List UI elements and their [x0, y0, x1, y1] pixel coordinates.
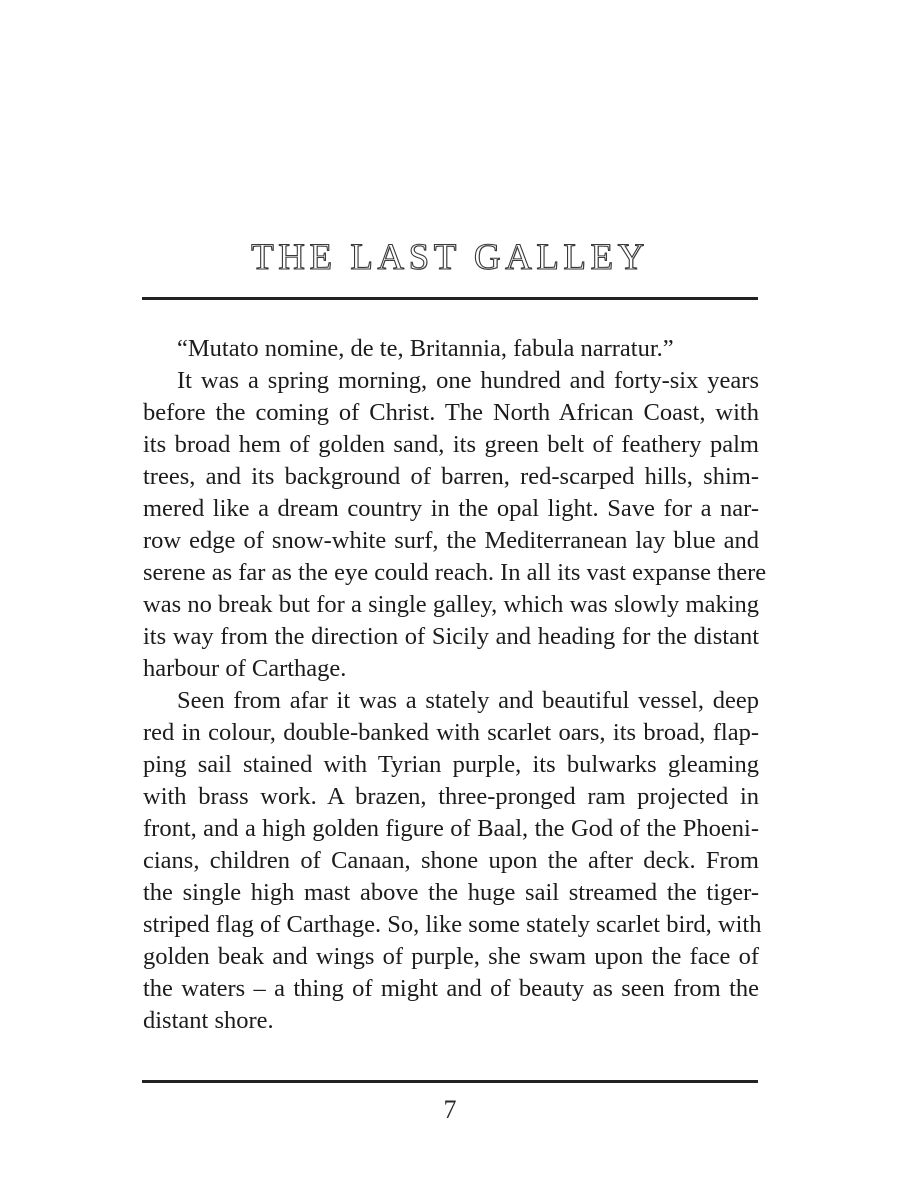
footer-divider-rule [142, 1080, 758, 1083]
text-line: trees, and its background of barren, red-scarped hills, shim- [143, 463, 759, 490]
text-line: the single high mast above the huge sail streamed the tiger- [143, 879, 759, 906]
page-number: 7 [443, 1095, 457, 1124]
text-line: was no break but for a single galley, which was slowly making [143, 591, 759, 618]
text-line: front, and a high golden figure of Baal, the God of the Phoeni- [143, 815, 759, 842]
text-line: before the coming of Christ. The North African Coast, with [143, 399, 759, 426]
paragraph-1 [143, 365, 767, 685]
text-line: red in colour, double-banked with scarlet oars, its broad, flap- [143, 719, 759, 746]
chapter-title: THE LAST GALLEY [251, 237, 649, 278]
text-line: distant shore. [143, 1007, 274, 1034]
text-line: It was a spring morning, one hundred and forty-six years [177, 367, 759, 394]
text-line: golden beak and wings of purple, she swam upon the face of [143, 943, 759, 970]
text-line: the waters – a thing of might and of beauty as seen from the [143, 975, 759, 1002]
text-line: serene as far as the eye could reach. In all its vast expanse there [143, 559, 767, 586]
text-line: its way from the direction of Sicily and heading for the distant [143, 623, 759, 650]
title-divider-rule [142, 297, 758, 300]
text-line: mered like a dream country in the opal light. Save for a nar- [143, 495, 759, 522]
text-line: harbour of Carthage. [143, 655, 347, 682]
paragraph-2 [143, 685, 762, 1037]
text-line: striped flag of Carthage. So, like some stately scarlet bird, with [143, 911, 762, 938]
text-line: row edge of snow-white surf, the Mediterranean lay blue and [143, 527, 759, 554]
chapter-body [143, 333, 767, 1037]
text-line: ping sail stained with Tyrian purple, its bulwarks gleaming [143, 751, 759, 778]
text-line: Seen from afar it was a stately and beautiful vessel, deep [177, 687, 759, 714]
text-line: cians, children of Canaan, shone upon the after deck. From [143, 847, 759, 874]
text-line: its broad hem of golden sand, its green belt of feathery palm [143, 431, 759, 458]
epigraph: “Mutato nomine, de te, Britannia, fabula narratur.” [177, 335, 674, 362]
text-line: with brass work. A brazen, three-pronged ram projected in [143, 783, 759, 810]
